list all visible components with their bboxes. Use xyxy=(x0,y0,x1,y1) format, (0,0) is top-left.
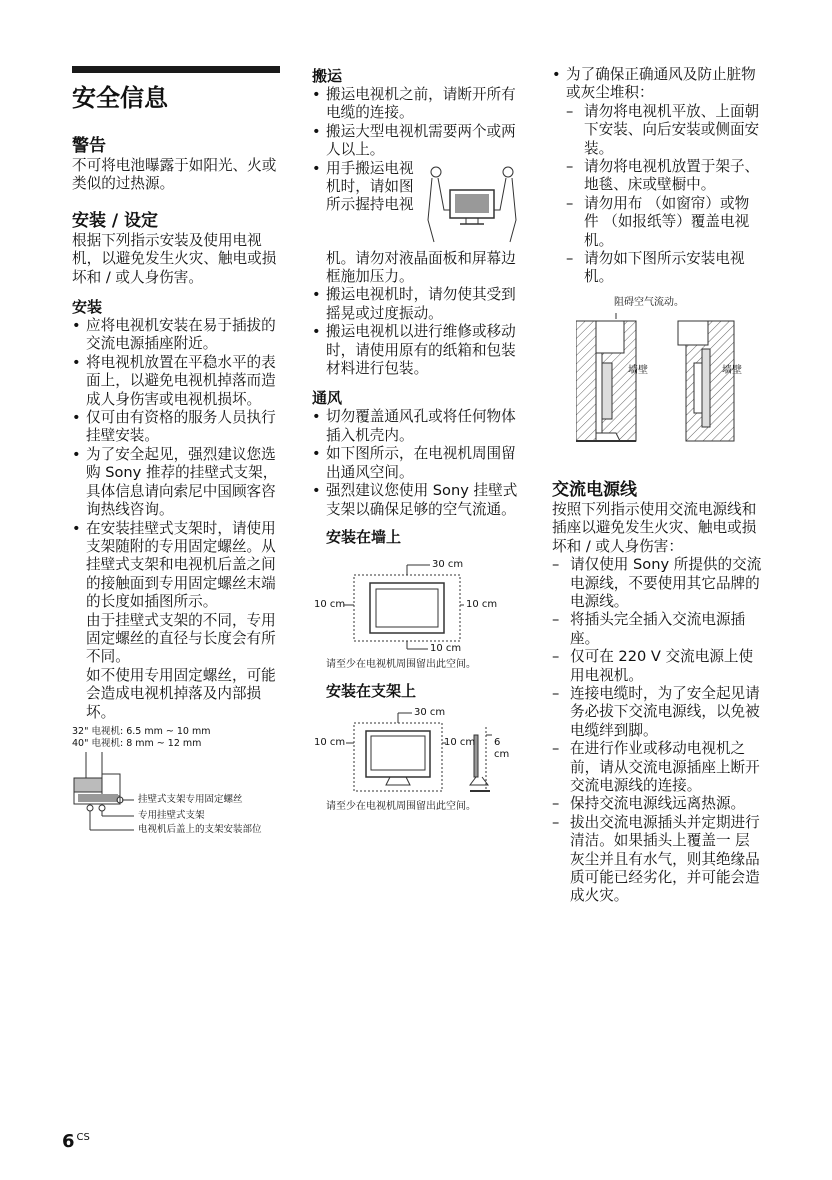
list-item: • 强烈建议您使用 Sony 挂壁式支架以确保足够的空气流通。 xyxy=(312,482,518,519)
warning-heading: 警告 xyxy=(72,136,106,156)
screw-diagram xyxy=(72,750,280,850)
list-item: • 应将电视机安装在易于插拔的交流电源插座附近。 xyxy=(72,317,280,354)
list-item: • 搬运电视机时，请勿使其受到摇晃或过度振动。 xyxy=(312,286,518,323)
bracket-note-1: 由于挂壁式支架的不同，专用固定螺丝的直径与长度会有所不同。 xyxy=(86,611,276,666)
ac-intro: 按照下列指示使用交流电源线和插座以避免发生火灾、触电或损坏和 / 或人身伤害： xyxy=(552,500,757,555)
list-item xyxy=(552,66,762,287)
wall-bottom-label: 10 cm xyxy=(430,642,462,654)
carry-illustration xyxy=(426,160,518,244)
section-rule xyxy=(72,66,280,73)
install-list xyxy=(72,317,280,722)
list-item: • 仅可由有资格的服务人员执行挂壁安装。 xyxy=(72,409,280,446)
list-item: – 仅可在 220 V 交流电源上使用电视机。 xyxy=(552,648,762,685)
wall-right-label: 10 cm xyxy=(466,598,498,610)
blocked-airflow-illustration xyxy=(576,313,736,453)
stand-right-label: 10 cm xyxy=(444,736,476,748)
list-item: • 搬运大型电视机需要两个或两人以上。 xyxy=(312,123,518,160)
install-intro: 根据下列指示安装及使用电视机，以避免发生火灾、触电或损坏和 / 或人身伤害。 xyxy=(72,231,277,286)
carry-text-a: • 用手搬运电视机时，请如图所示握持电视 xyxy=(326,159,414,214)
stand-heading: 安装在支架上 xyxy=(326,681,417,700)
stand-caption: 请至少在电视机周围留出此空间。 xyxy=(326,800,476,812)
list-item: • 搬运电视机以进行维修或移动时，请使用原有的纸箱和包装材料进行包装。 xyxy=(312,323,518,378)
list-item: – 请勿将电视机放置于架子、地毯、床或壁橱中。 xyxy=(566,158,762,195)
bracket-note-2: 如不使用专用固定螺丝，可能会造成电视机掉落及内部损坏。 xyxy=(86,666,276,721)
wall-left-label: 10 cm xyxy=(314,598,346,610)
list-item: – 将插头完全插入交流电源插座。 xyxy=(552,611,762,648)
stand-left-label: 10 cm xyxy=(314,736,346,748)
vent-intro: 为了确保正确通风及防止脏物或灰尘堆积： xyxy=(566,66,756,102)
list-item: – 连接电缆时，为了安全起见请务必拔下交流电源线，以免被电缆绊到脚。 xyxy=(552,685,762,740)
ac-list xyxy=(552,556,762,906)
stand-top-label: 30 cm xyxy=(414,706,446,718)
blocked-airflow-diagram xyxy=(552,295,762,463)
carry-text-b: 机。请勿对液晶面板和屏幕边框施加压力。 xyxy=(326,249,516,286)
list-item: – 请勿将电视机平放、上面朝下安装、向后安装或侧面安装。 xyxy=(566,103,762,158)
column-left xyxy=(72,66,280,850)
screw-label-2: 专用挂壁式支架 xyxy=(138,809,205,821)
wall-label-2: 墙壁 xyxy=(722,364,742,376)
stand-diagram xyxy=(312,705,518,815)
list-item: – 请勿如下图所示安装电视机。 xyxy=(566,250,762,287)
screw-label-3: 电视机后盖上的支架安装部位 xyxy=(138,823,262,835)
carry-block xyxy=(326,160,518,250)
airflow-label: 阻碍空气流动。 xyxy=(614,296,684,308)
ac-heading: 交流电源线 xyxy=(552,479,637,500)
vent-heading: 通风 xyxy=(312,389,343,408)
column-right xyxy=(552,66,762,906)
list-item: – 请仅使用 Sony 所提供的交流电源线，不要使用其它品牌的电源线。 xyxy=(552,556,762,611)
install-subheading: 安装 xyxy=(72,298,103,317)
install-heading: 安装 / 设定 xyxy=(72,210,159,231)
screw-spec-40: 40" 电视机: 8 mm ~ 12 mm xyxy=(72,737,202,749)
vent-sublist xyxy=(566,103,762,287)
bracket-text: 在安装挂壁式支架时，请使用支架随附的专用固定螺丝。从挂壁式支架和电视机后盖之间的接触面到专用固定螺丝末端的长度如插图所示。 xyxy=(86,519,276,611)
list-item: • 搬运电视机之前，请断开所有电缆的连接。 xyxy=(312,86,518,123)
moving-heading: 搬运 xyxy=(312,67,343,85)
language-code: CS xyxy=(76,1132,90,1143)
page-number-value: 6 xyxy=(62,1131,75,1152)
list-item: – 保持交流电源线远离热源。 xyxy=(552,795,762,813)
screw-label-1: 挂壁式支架专用固定螺丝 xyxy=(138,793,243,805)
list-item: • 将电视机放置在平稳水平的表面上，以避免电视机掉落而造成人身伤害或电视机损坏。 xyxy=(72,354,280,409)
warning-text: 不可将电池曝露于如阳光、火或类似的过热源。 xyxy=(72,157,277,193)
list-item: • 如下图所示，在电视机周围留出通风空间。 xyxy=(312,445,518,482)
list-item: • 切勿覆盖通风孔或将任何物体插入机壳内。 xyxy=(312,408,518,445)
page-title: 安全信息 xyxy=(72,84,168,112)
list-item: • 为了安全起见，强烈建议您选购 Sony 推荐的挂壁式支架，具体信息请向索尼中国顾客咨询热线咨询。 xyxy=(72,446,280,520)
list-item xyxy=(72,520,280,722)
moving-list xyxy=(312,86,518,378)
stand-clearance-illustration xyxy=(312,705,518,801)
screw-spec xyxy=(72,726,280,750)
screw-spec-32: 32" 电视机: 6.5 mm ~ 10 mm xyxy=(72,725,211,737)
list-item: – 请勿用布 （如窗帘）或物件 （如报纸等）覆盖电视机。 xyxy=(566,195,762,250)
list-item xyxy=(312,160,518,287)
wall-caption: 请至少在电视机周围留出此空间。 xyxy=(326,658,476,670)
list-item: – 在进行作业或移动电视机之前，请从交流电源插座上断开交流电源线的连接。 xyxy=(552,740,762,795)
vent-continued-list xyxy=(552,66,762,287)
wall-label-1: 墙壁 xyxy=(628,364,648,376)
wall-heading: 安装在墙上 xyxy=(326,527,402,546)
stand-side-label: 6 cm xyxy=(494,736,510,760)
wall-diagram xyxy=(312,551,518,673)
list-item: – 拔出交流电源插头并定期进行清洁。如果插头上覆盖一 层灰尘并且有水气，则其绝缘品质可能已经劣化，并可能会造成火灾。 xyxy=(552,814,762,906)
page-number xyxy=(62,1131,90,1152)
wall-top-label: 30 cm xyxy=(432,558,464,570)
vent-list xyxy=(312,408,518,518)
column-middle xyxy=(312,66,518,815)
